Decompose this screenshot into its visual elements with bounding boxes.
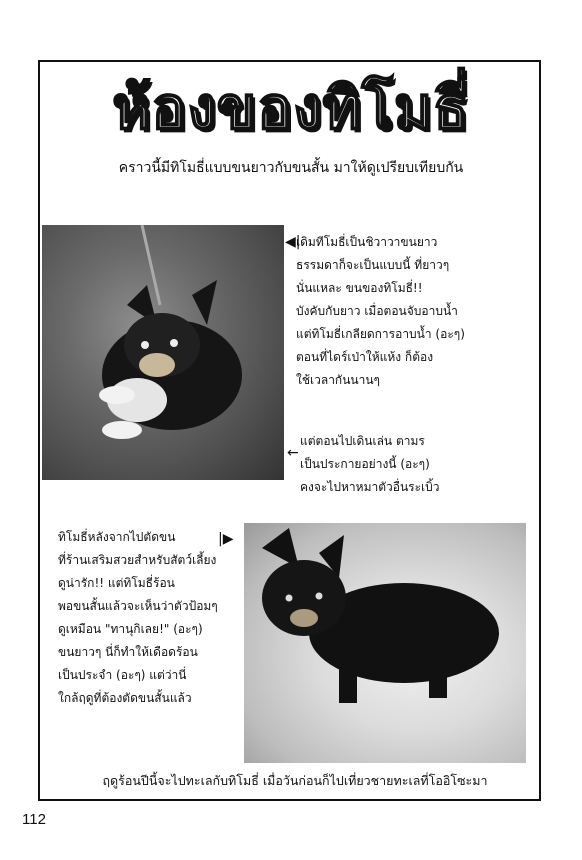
pointer-left-icon: ◀| <box>285 234 301 250</box>
photo-long-haired-dog <box>42 225 284 480</box>
page-title: ห้องของทิโมธี่ <box>112 74 470 142</box>
bottom-caption: ฤดูร้อนปีนี้จะไปทะเลกับทิโมธี่ เมื่อวันก่อนก็ไปเที่ยวชายทะเลที่โออิโซะมา <box>102 773 488 788</box>
photo-short-haired-dog <box>244 523 526 763</box>
arrow-left-icon: ← <box>287 445 299 461</box>
section2-text: ทิโมธี่หลังจากไปตัดขน ที่ร้านเสริมสวยสำหรับสัตว์เลี้ยง ดูน่ารัก!! แต่ทิโมธี่ร้อน พอขนสั้นแล้วจะเห็นว่าตัวป้อมๆ ดูเหมือน "ทานุกิเลย!" (อะๆ) ขนยาวๆ นี่ก็ทำให้เดือดร้อน เป็นประจำ (อะๆ) แต่ว่านี่ ใกล้ฤดูที่ต้องตัดขนสั้นแล้ว <box>58 530 218 705</box>
dog-long-hair-illustration <box>42 225 284 480</box>
section1-text2: แต่ตอนไปเดินเล่น ตามร เป็นประกายอย่างนี้ (อะๆ) คงจะไปหาหมาตัวอื่นระเบิ้ว <box>300 434 440 494</box>
page-number: 112 <box>22 811 46 828</box>
page-subtitle: คราวนี้มีทิโมธี่แบบขนยาวกับขนสั้น มาให้ดูเปรียบเทียบกัน <box>118 160 464 176</box>
section1-text: เดิมทีโมธี่เป็นชิวาวาขนยาว ธรรมดาก็จะเป็นแบบนี้ ที่ยาวๆ นั่นแหละ ขนของทิโมธี่!! บังคับกับยาว เมื่อตอนจับอาบน้ำ แต่ทิโมธี่เกลียดการอาบน้ำ (อะๆ) ตอนที่ไดร์เป่าให้แห้ง ก็ต้อง ใช้เวลากันนานๆ <box>296 235 465 387</box>
dog-short-hair-illustration <box>244 523 526 763</box>
pointer-right-icon: |▶ <box>218 531 234 547</box>
